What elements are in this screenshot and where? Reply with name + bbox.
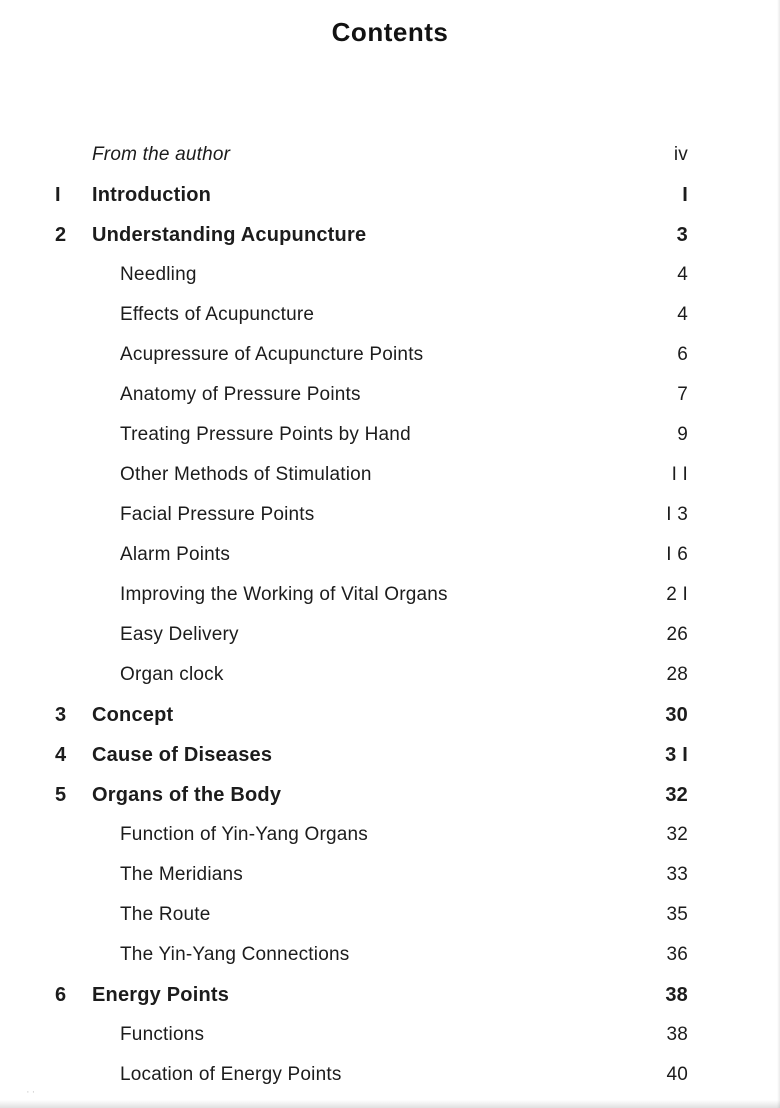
- scan-edge-artifact-bottom: [0, 1100, 780, 1108]
- entry-title: Acupressure of Acupuncture Points: [120, 344, 424, 365]
- entry-page-number: 7: [677, 384, 688, 405]
- entry-page-number: I 6: [666, 544, 688, 565]
- entry-title: Understanding Acupuncture: [92, 223, 367, 246]
- entry-page-number: 3: [676, 223, 688, 246]
- entry-page-number: 33: [666, 864, 688, 885]
- toc-row: [55, 935, 688, 975]
- entry-page-number: I: [682, 183, 688, 206]
- toc-row: [55, 775, 688, 815]
- entry-page-number: I 3: [666, 504, 688, 525]
- entry-page-number: 38: [666, 1024, 688, 1045]
- toc-row: [55, 735, 688, 775]
- toc-row: [55, 1015, 688, 1055]
- page-title: Contents: [331, 17, 449, 47]
- chapter-number: 2: [55, 223, 67, 246]
- entry-page-number: 32: [665, 783, 688, 806]
- toc-row: [55, 375, 688, 415]
- entry-title: Easy Delivery: [120, 624, 239, 645]
- toc-row: [55, 215, 688, 255]
- entry-title: Organs of the Body: [92, 783, 282, 806]
- toc-row: [55, 535, 688, 575]
- entry-title: Anatomy of Pressure Points: [120, 384, 361, 405]
- entry-title: Alarm Points: [120, 544, 231, 565]
- toc-row: [55, 1055, 688, 1095]
- entry-title: Cause of Diseases: [92, 743, 273, 766]
- entry-page-number: 38: [665, 983, 688, 1006]
- entry-title: Introduction: [92, 183, 212, 206]
- entry-page-number: 3 I: [665, 743, 688, 766]
- toc-row: [55, 415, 688, 455]
- toc-row: [55, 335, 688, 375]
- toc-row: [55, 495, 688, 535]
- entry-title: Other Methods of Stimulation: [120, 464, 372, 485]
- chapter-number: 3: [55, 703, 67, 726]
- toc-row: [55, 175, 688, 215]
- toc-list: [55, 135, 688, 1095]
- toc-row: [55, 295, 688, 335]
- entry-title: Facial Pressure Points: [120, 504, 315, 525]
- entry-page-number: 32: [666, 824, 688, 845]
- entry-page-number: 30: [665, 703, 688, 726]
- toc-row: [55, 455, 688, 495]
- chapter-number: 6: [55, 983, 67, 1006]
- entry-title: Effects of Acupuncture: [120, 304, 315, 325]
- entry-page-number: 26: [666, 624, 688, 645]
- entry-page-number: 36: [666, 944, 688, 965]
- entry-page-number: 35: [666, 904, 688, 925]
- entry-title: Needling: [120, 264, 197, 285]
- entry-title: Function of Yin-Yang Organs: [120, 824, 368, 845]
- entry-title: Functions: [120, 1024, 205, 1045]
- chapter-number: 4: [55, 743, 67, 766]
- entry-page-number: 4: [677, 264, 688, 285]
- scan-noise-artifact: ··: [26, 1086, 38, 1098]
- entry-page-number: 4: [677, 304, 688, 325]
- entry-page-number: 9: [677, 424, 688, 445]
- toc-row: [55, 895, 688, 935]
- toc-row: [55, 695, 688, 735]
- entry-page-number: I I: [671, 464, 688, 485]
- entry-page-number: 28: [666, 664, 688, 685]
- chapter-number: I: [55, 183, 61, 206]
- entry-page-number: 40: [666, 1064, 688, 1085]
- entry-title: Improving the Working of Vital Organs: [120, 584, 448, 605]
- toc-row: [55, 655, 688, 695]
- toc-row: [55, 575, 688, 615]
- chapter-number: 5: [55, 783, 67, 806]
- entry-title: The Route: [120, 904, 211, 925]
- entry-page-number: iv: [673, 144, 688, 165]
- toc-row: [55, 255, 688, 295]
- entry-title: The Meridians: [120, 864, 243, 885]
- entry-title: Location of Energy Points: [120, 1064, 342, 1085]
- entry-title: From the author: [92, 144, 231, 165]
- toc-row: [55, 975, 688, 1015]
- entry-title: Treating Pressure Points by Hand: [120, 424, 411, 445]
- toc-row: [55, 135, 688, 175]
- entry-page-number: 2 I: [666, 584, 688, 605]
- toc-row: [55, 615, 688, 655]
- toc-row: [55, 855, 688, 895]
- entry-title: Concept: [92, 703, 174, 726]
- toc-row: [55, 815, 688, 855]
- entry-title: Energy Points: [92, 983, 230, 1006]
- entry-page-number: 6: [677, 344, 688, 365]
- entry-title: The Yin-Yang Connections: [120, 944, 350, 965]
- entry-title: Organ clock: [120, 664, 224, 685]
